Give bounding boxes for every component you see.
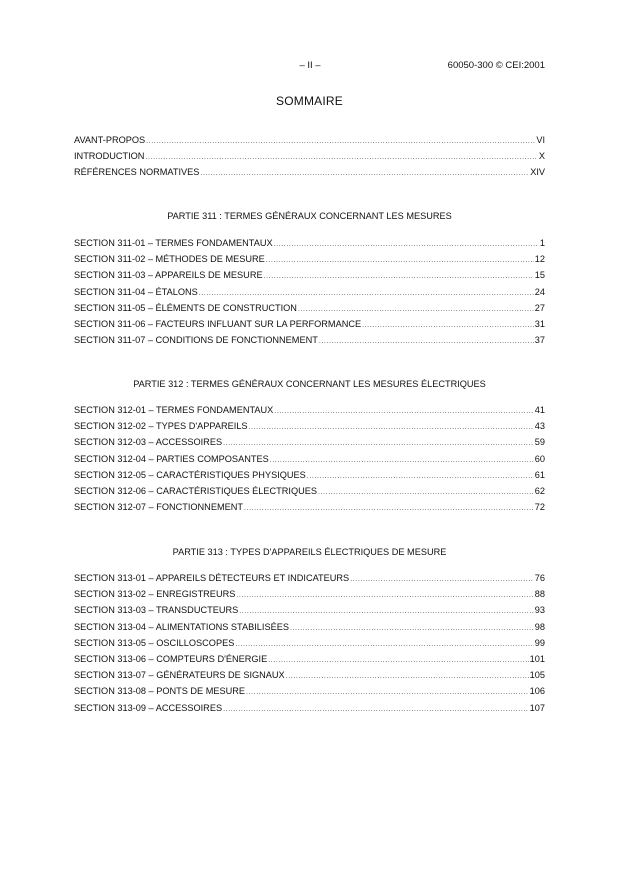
toc-entry-page: 27 [534, 302, 545, 313]
dot-leader [246, 689, 529, 696]
toc-entry-page: 60 [534, 453, 545, 464]
toc-entry[interactable] [74, 437, 545, 453]
toc-entry-page: 62 [534, 485, 545, 496]
toc-entry-label: SECTION 313-01 – APPAREILS DÉTECTEURS ET INDICATEURS [74, 573, 350, 583]
toc-entry[interactable] [74, 502, 545, 518]
dot-leader [266, 257, 534, 264]
toc-entry-label: AVANT-PROPOS [74, 135, 146, 145]
dot-leader [223, 440, 534, 447]
toc-entry-page: 59 [534, 437, 545, 448]
toc-entry[interactable] [74, 654, 545, 670]
dot-leader [145, 154, 537, 161]
dot-leader [318, 489, 534, 496]
dot-leader [239, 608, 534, 615]
toc-entry-label: SECTION 313-08 – PONTS DE MESURE [74, 686, 246, 697]
toc-entry-page: 105 [529, 670, 545, 681]
toc-entry[interactable] [74, 605, 545, 621]
toc-entry-label: SECTION 313-06 – COMPTEURS D'ÉNERGIE [74, 653, 268, 664]
toc-entry-page: 98 [534, 621, 545, 632]
dot-leader [270, 457, 534, 464]
toc-entry-label: SECTION 313-04 – ALIMENTATIONS STABILISÉES [74, 621, 289, 632]
toc-entry-label: SECTION 311-01 – TERMES FONDAMENTAUX [74, 238, 273, 248]
dot-leader [307, 473, 534, 480]
page-title: SOMMAIRE [276, 94, 343, 108]
toc-part-313 [74, 573, 545, 719]
toc-entry[interactable] [74, 421, 545, 437]
dot-leader [274, 408, 533, 415]
toc-entry-page: 99 [534, 637, 545, 648]
toc-entry-label: SECTION 311-04 – ÉTALONS [74, 286, 198, 297]
toc-entry[interactable] [74, 686, 545, 702]
toc-entry-page: 76 [534, 573, 545, 583]
toc-entry-label: SECTION 311-07 – CONDITIONS DE FONCTIONNEMENT [74, 335, 318, 346]
dot-leader [362, 322, 534, 329]
toc-entry[interactable] [74, 703, 545, 719]
part-heading-313: PARTIE 313 : TYPES D'APPAREILS ÉLECTRIQUES DE MESURE [172, 547, 447, 557]
toc-entry[interactable] [74, 670, 545, 686]
toc-entry[interactable] [74, 335, 545, 351]
toc-entry[interactable] [74, 270, 545, 286]
toc-entry-page: 106 [529, 686, 545, 697]
toc-entry[interactable] [74, 486, 545, 502]
toc-entry[interactable] [74, 319, 545, 335]
toc-front-matter [74, 135, 545, 184]
dot-leader [200, 170, 529, 177]
toc-entry-label: RÉFÉRENCES NORMATIVES [74, 167, 200, 178]
toc-entry-label: INTRODUCTION [74, 151, 145, 162]
dot-leader [249, 424, 534, 431]
dot-leader [274, 241, 539, 248]
toc-entry-label: SECTION 311-03 – APPAREILS DE MESURE [74, 270, 263, 281]
dot-leader [264, 273, 534, 280]
toc-part-312 [74, 405, 545, 518]
dot-leader [199, 290, 534, 297]
toc-entry-page: 101 [529, 653, 545, 664]
toc-entry[interactable] [74, 638, 545, 654]
toc-entry-label: SECTION 312-02 – TYPES D'APPAREILS [74, 421, 248, 432]
toc-entry-label: SECTION 312-01 – TERMES FONDAMENTAUX [74, 405, 274, 415]
toc-entry[interactable] [74, 238, 545, 254]
toc-entry-label: SECTION 313-02 – ENREGISTREURS [74, 589, 236, 600]
toc-entry[interactable] [74, 573, 545, 589]
toc-entry-page: 43 [534, 421, 545, 432]
toc-entry-page: X [538, 151, 545, 162]
dot-leader [350, 576, 534, 583]
toc-entry-page: 37 [534, 335, 545, 346]
dot-leader [290, 625, 534, 632]
toc-entry-label: SECTION 313-05 – OSCILLOSCOPES [74, 637, 235, 648]
toc-entry-page: 15 [534, 270, 545, 281]
toc-entry-page: 41 [534, 405, 545, 415]
toc-entry-page: 107 [529, 702, 545, 713]
dot-leader [268, 657, 528, 664]
toc-entry-label: SECTION 313-03 – TRANSDUCTEURS [74, 605, 239, 616]
dot-leader [235, 641, 533, 648]
dot-leader [223, 706, 529, 713]
toc-entry[interactable] [74, 589, 545, 605]
toc-entry-introduction[interactable] [74, 151, 545, 167]
dot-leader [244, 505, 534, 512]
page-number: – II – [299, 60, 321, 71]
toc-entry[interactable] [74, 287, 545, 303]
toc-part-311 [74, 238, 545, 351]
toc-entry-references-normatives[interactable] [74, 167, 545, 183]
document-reference: 60050-300 © CEI:2001 [447, 60, 545, 71]
toc-entry-label: SECTION 311-05 – ÉLÉMENTS DE CONSTRUCTION [74, 302, 297, 313]
dot-leader [286, 673, 529, 680]
toc-entry-label: SECTION 312-06 – CARACTÉRISTIQUES ÉLECTRIQUES [74, 485, 318, 496]
part-heading-312: PARTIE 312 : TERMES GÉNÉRAUX CONCERNANT LES MESURES ÉLECTRIQUES [133, 379, 486, 389]
toc-entry-page: 72 [534, 502, 545, 513]
toc-entry-page: 31 [534, 318, 545, 329]
toc-entry-page: 93 [534, 605, 545, 616]
toc-entry-page: 1 [539, 238, 545, 248]
part-heading-311: PARTIE 311 : TERMES GÉNÉRAUX CONCERNANT LES MESURES [167, 211, 452, 221]
toc-entry[interactable] [74, 303, 545, 319]
dot-leader [146, 138, 535, 145]
toc-entry[interactable] [74, 470, 545, 486]
toc-entry-page: 88 [534, 589, 545, 600]
toc-entry-page: XIV [530, 167, 545, 178]
dot-leader [298, 306, 534, 313]
toc-entry-page: 12 [534, 254, 545, 265]
toc-entry-label: SECTION 311-02 – MÉTHODES DE MESURE [74, 254, 265, 265]
toc-entry-label: SECTION 312-03 – ACCESSOIRES [74, 437, 223, 448]
toc-entry-label: SECTION 313-07 – GÉNÉRATEURS DE SIGNAUX [74, 670, 285, 681]
toc-entry-label: SECTION 312-04 – PARTIES COMPOSANTES [74, 453, 269, 464]
toc-entry-page: 61 [534, 469, 545, 480]
toc-entry-page: VI [536, 135, 545, 145]
toc-entry[interactable] [74, 254, 545, 270]
toc-entry[interactable] [74, 405, 545, 421]
toc-entry-avant-propos[interactable] [74, 135, 545, 151]
toc-entry-label: SECTION 312-07 – FONCTIONNEMENT [74, 502, 243, 513]
toc-entry-label: SECTION 313-09 – ACCESSOIRES [74, 702, 223, 713]
toc-entry-label: SECTION 311-06 – FACTEURS INFLUANT SUR LA PERFORMANCE [74, 318, 362, 329]
dot-leader [319, 338, 534, 345]
toc-entry-page: 24 [534, 286, 545, 297]
toc-entry[interactable] [74, 454, 545, 470]
toc-entry-label: SECTION 312-05 – CARACTÉRISTIQUES PHYSIQUES [74, 469, 306, 480]
dot-leader [236, 592, 533, 599]
toc-entry[interactable] [74, 622, 545, 638]
